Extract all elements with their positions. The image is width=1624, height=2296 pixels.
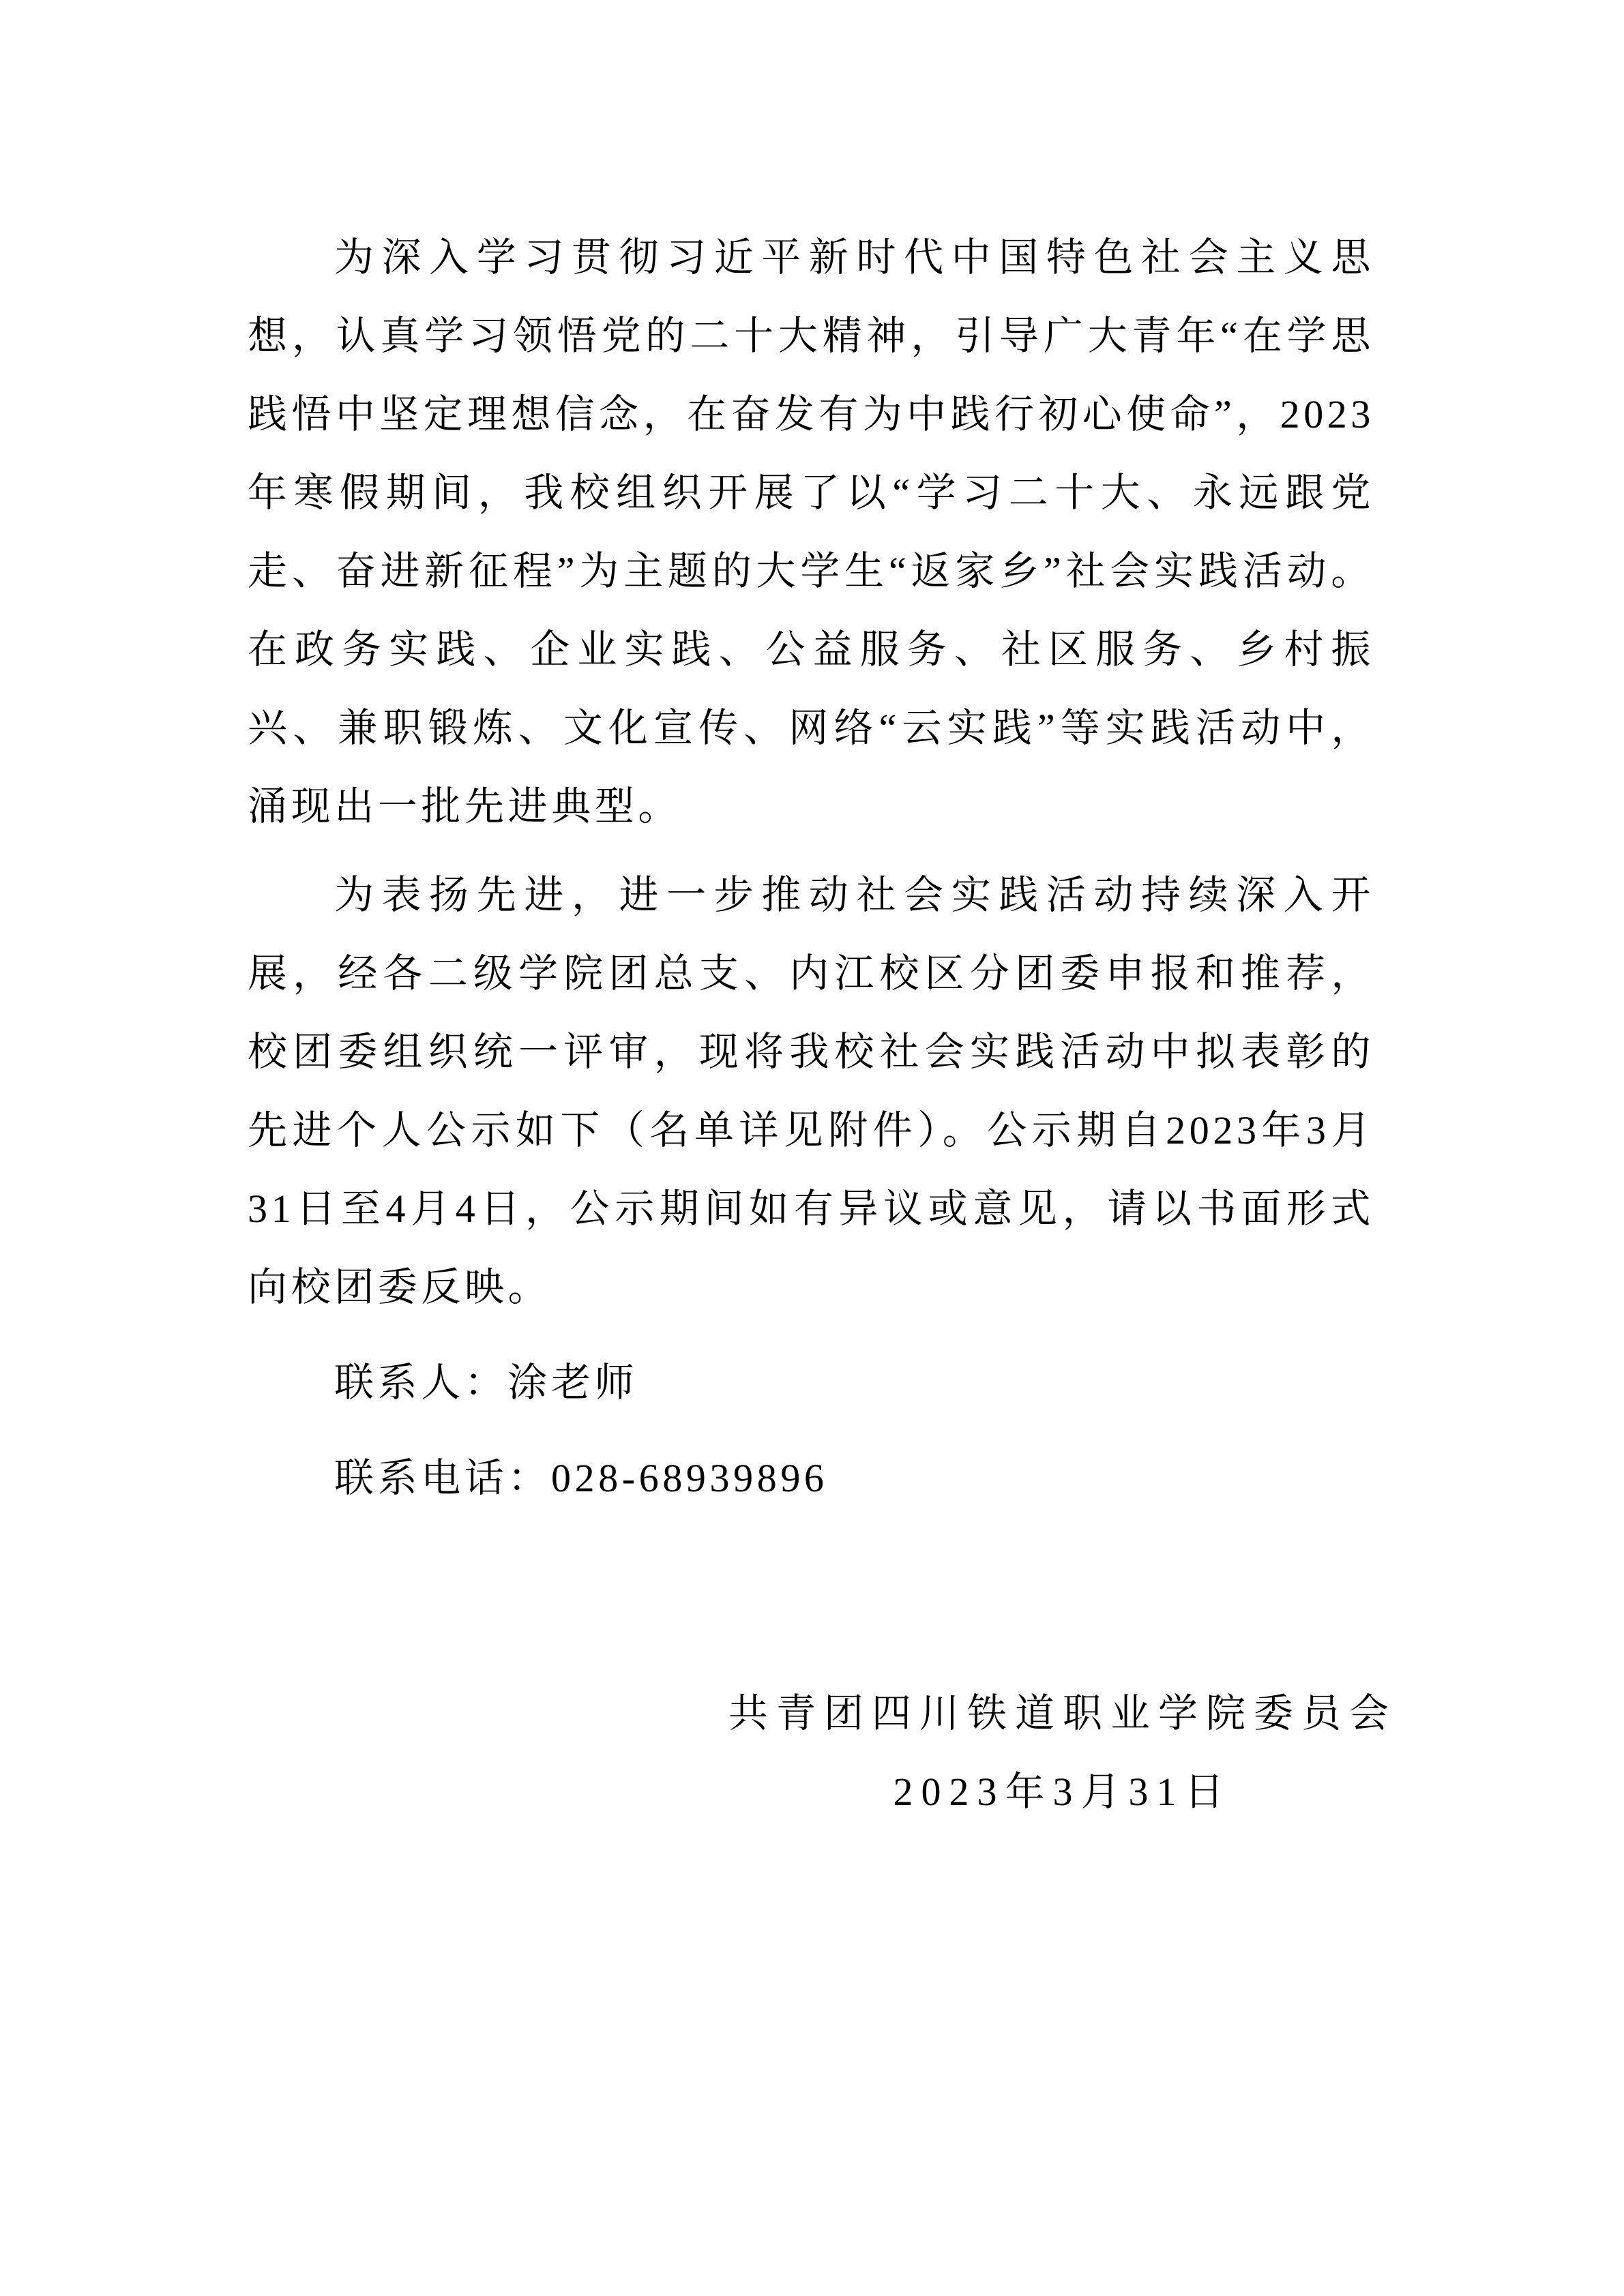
signature-org: 共青团四川铁道职业学院委员会: [728, 1691, 1397, 1735]
contact-person-line: 联系人：涂老师: [334, 1360, 638, 1405]
signature-block: [728, 1674, 1397, 1831]
paragraph-announcement: 为表扬先进，进一步推动社会实践活动持续深入开展，经各二级学院团总支、内江校区分团委申报和推荐，校团委组织统一评审，现将我校社会实践活动中拟表彰的先进个人公示如下（名单详见附件）。公示期自2023年3月31日至4月4日，公示期间如有异议或意见，请以书面形式向校团委反映。: [248, 873, 1374, 1309]
paragraph-intro: 为深入学习贯彻习近平新时代中国特色社会主义思想，认真学习领悟党的二十大精神，引导广大青年“在学思践悟中坚定理想信念，在奋发有为中践行初心使命”，2023年寒假期间，我校组织开展了以“学习二十大、永远跟党走、奋进新征程”为主题的大学生“返家乡”社会实践活动。在政务实践、企业实践、公益服务、社区服务、乡村振兴、兼职锻炼、文化宣传、网络“云实践”等实践活动中，涌现出一批先进典型。: [248, 235, 1374, 829]
contact-phone-line: 联系电话：028-68939896: [334, 1456, 828, 1500]
signature-date: 2023年3月31日: [893, 1770, 1232, 1814]
